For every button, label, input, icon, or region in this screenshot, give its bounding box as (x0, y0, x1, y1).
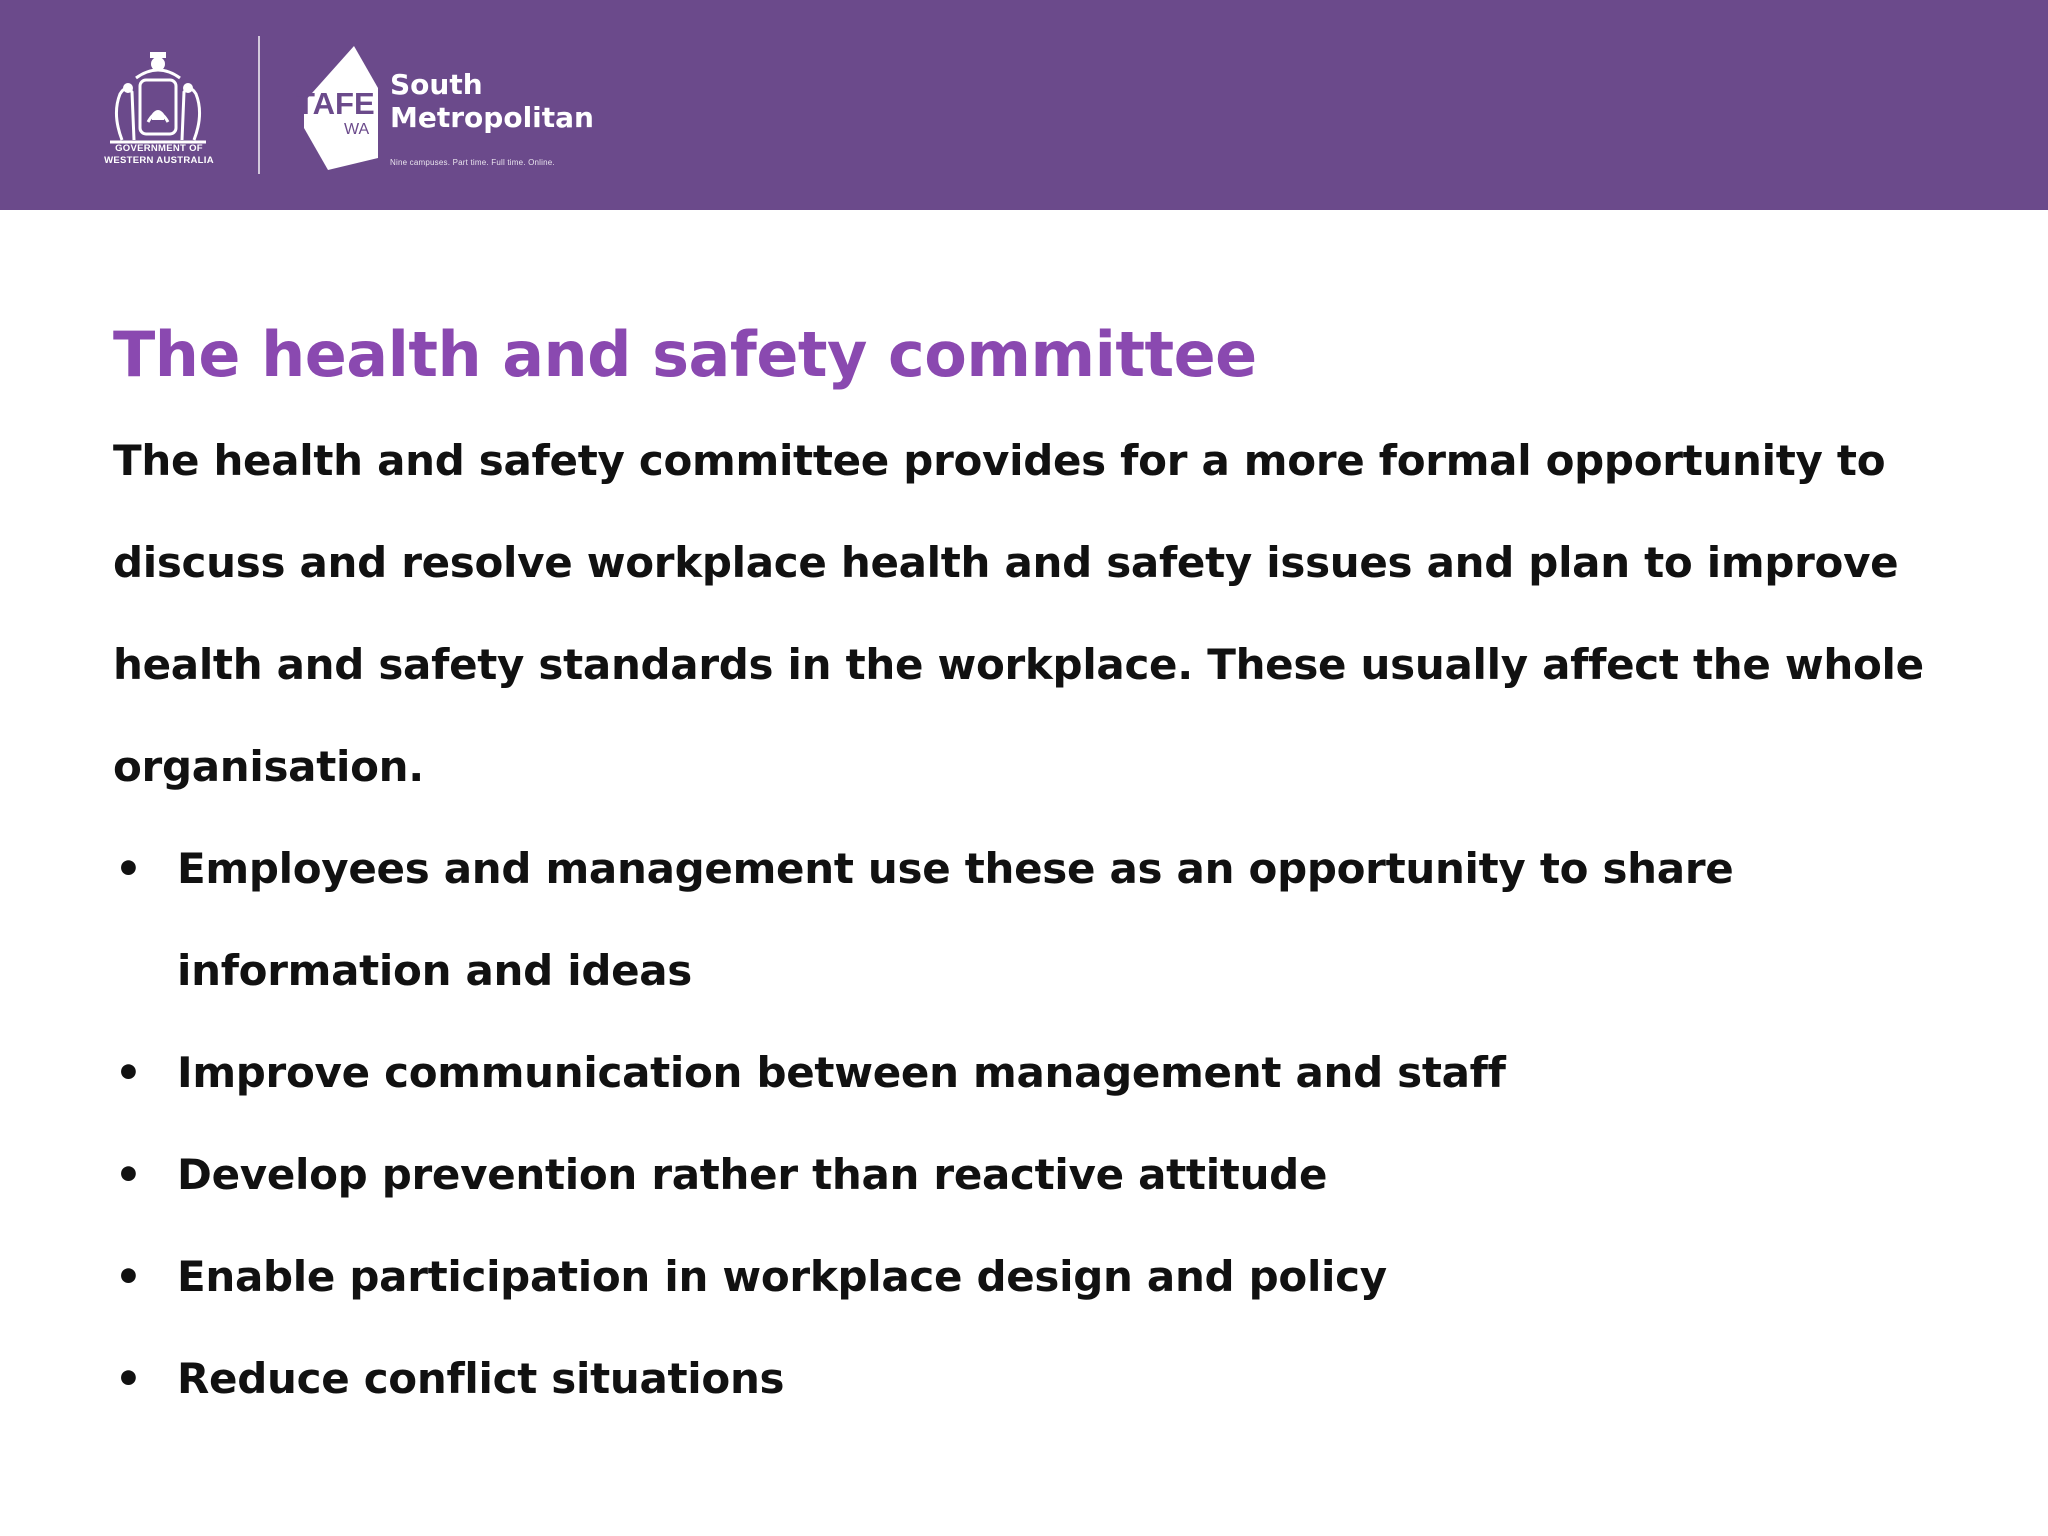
bullet-dot-icon: • (115, 1354, 142, 1403)
bullet-dot-icon: • (115, 1252, 142, 1301)
bullet-text: Develop prevention rather than reactive attitude (177, 1150, 1328, 1199)
bullet-item (113, 1124, 1897, 1226)
bullet-text: Reduce conflict situations (177, 1354, 785, 1403)
header-divider (258, 36, 260, 174)
bullet-dot-icon: • (115, 1048, 142, 1097)
bullet-text: Employees and management use these as an opportunity to share information and ideas (177, 844, 1734, 995)
bullet-item (113, 1328, 1897, 1430)
bullet-dot-icon: • (115, 1150, 142, 1199)
tafe-logo-icon (296, 44, 378, 170)
brand-line-1: South (390, 68, 483, 101)
government-wordmark (84, 143, 234, 167)
bullet-text: Enable participation in workplace design and policy (177, 1252, 1387, 1301)
bullet-item (113, 818, 1897, 1022)
bullet-list (113, 818, 1943, 1430)
tafe-mark-subtext: WA (344, 121, 370, 138)
government-line-1: GOVERNMENT OF (115, 143, 203, 154)
brand-name (390, 68, 594, 134)
bullet-dot-icon: • (115, 844, 142, 893)
bullet-item (113, 1022, 1897, 1124)
tafe-mark-text: TAFE (296, 86, 375, 121)
brand-line-2: Metropolitan (390, 101, 594, 134)
government-line-2: WESTERN AUSTRALIA (104, 155, 214, 166)
slide-content (113, 300, 1943, 1430)
bullet-text: Improve communication between management and staff (177, 1048, 1506, 1097)
intro-paragraph: The health and safety committee provides for a more formal opportunity to discuss and resolve workplace health and safety issues and plan to improve health and safety standards in the workplace. These usually affect the whole organisation. (113, 436, 1924, 791)
slide-title: The health and safety committee (113, 318, 1257, 391)
bullet-item (113, 1226, 1897, 1328)
header-banner (0, 0, 2048, 210)
brand-tagline: Nine campuses. Part time. Full time. Online. (390, 158, 555, 167)
